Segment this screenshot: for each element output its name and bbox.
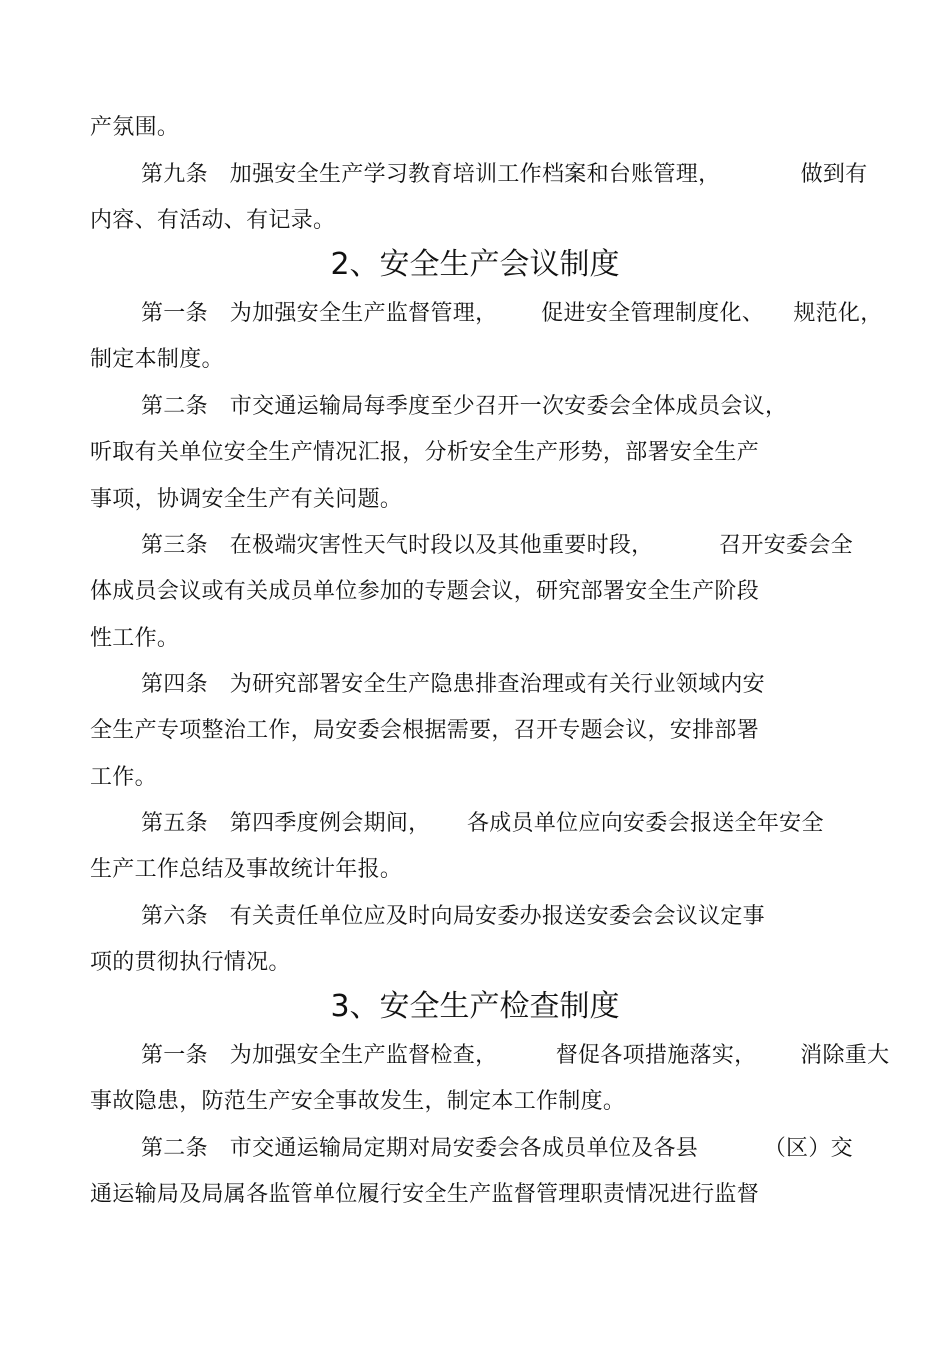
paragraph-line: 第五条 第四季度例会期间， 各成员单位应向安委会报送全年安全 <box>141 811 824 836</box>
paragraph-line: 制定本制度。 <box>90 347 224 372</box>
paragraph-line: 产氛围。 <box>90 115 180 140</box>
paragraph-line: 生产工作总结及事故统计年报。 <box>90 857 403 882</box>
paragraph-line: 听取有关单位安全生产情况汇报，分析安全生产形势，部署安全生产 <box>90 440 760 465</box>
paragraph-line: 事故隐患，防范生产安全事故发生，制定本工作制度。 <box>90 1089 626 1114</box>
paragraph-line: 第二条 市交通运输局每季度至少召开一次安委会全体成员会议， <box>141 394 788 419</box>
paragraph-line: 通运输局及局属各监管单位履行安全生产监督管理职责情况进行监督 <box>90 1182 760 1207</box>
paragraph-line: 第三条 在极端灾害性天气时段以及其他重要时段， 召开安委会全 <box>141 533 853 558</box>
paragraph-line: 第九条 加强安全生产学习教育培训工作档案和台账管理， 做到有 <box>141 162 868 187</box>
paragraph-line: 第四条 为研究部署安全生产隐患排查治理或有关行业领域内安 <box>141 672 765 697</box>
paragraph-line: 第一条 为加强安全生产监督管理， 促进安全管理制度化、 规范化， <box>141 301 883 326</box>
paragraph-line: 第二条 市交通运输局定期对局安委会各成员单位及各县 （区）交 <box>141 1136 853 1161</box>
paragraph-line: 工作。 <box>90 765 157 790</box>
paragraph-line: 项的贯彻执行情况。 <box>90 950 291 975</box>
paragraph-line: 内容、有活动、有记录。 <box>90 208 336 233</box>
paragraph-line: 第六条 有关责任单位应及时向局安委办报送安委会会议议定事 <box>141 904 765 929</box>
paragraph-line: 第一条 为加强安全生产监督检查， 督促各项措施落实， 消除重大 <box>141 1043 890 1068</box>
section-heading: 3、安全生产检查制度 <box>330 989 620 1024</box>
paragraph-line: 事项，协调安全生产有关问题。 <box>90 487 403 512</box>
paragraph-line: 性工作。 <box>90 626 180 651</box>
paragraph-line: 体成员会议或有关成员单位参加的专题会议，研究部署安全生产阶段 <box>90 579 760 604</box>
section-heading: 2、安全生产会议制度 <box>330 247 620 282</box>
paragraph-line: 全生产专项整治工作，局安委会根据需要，召开专题会议，安排部署 <box>90 718 760 743</box>
